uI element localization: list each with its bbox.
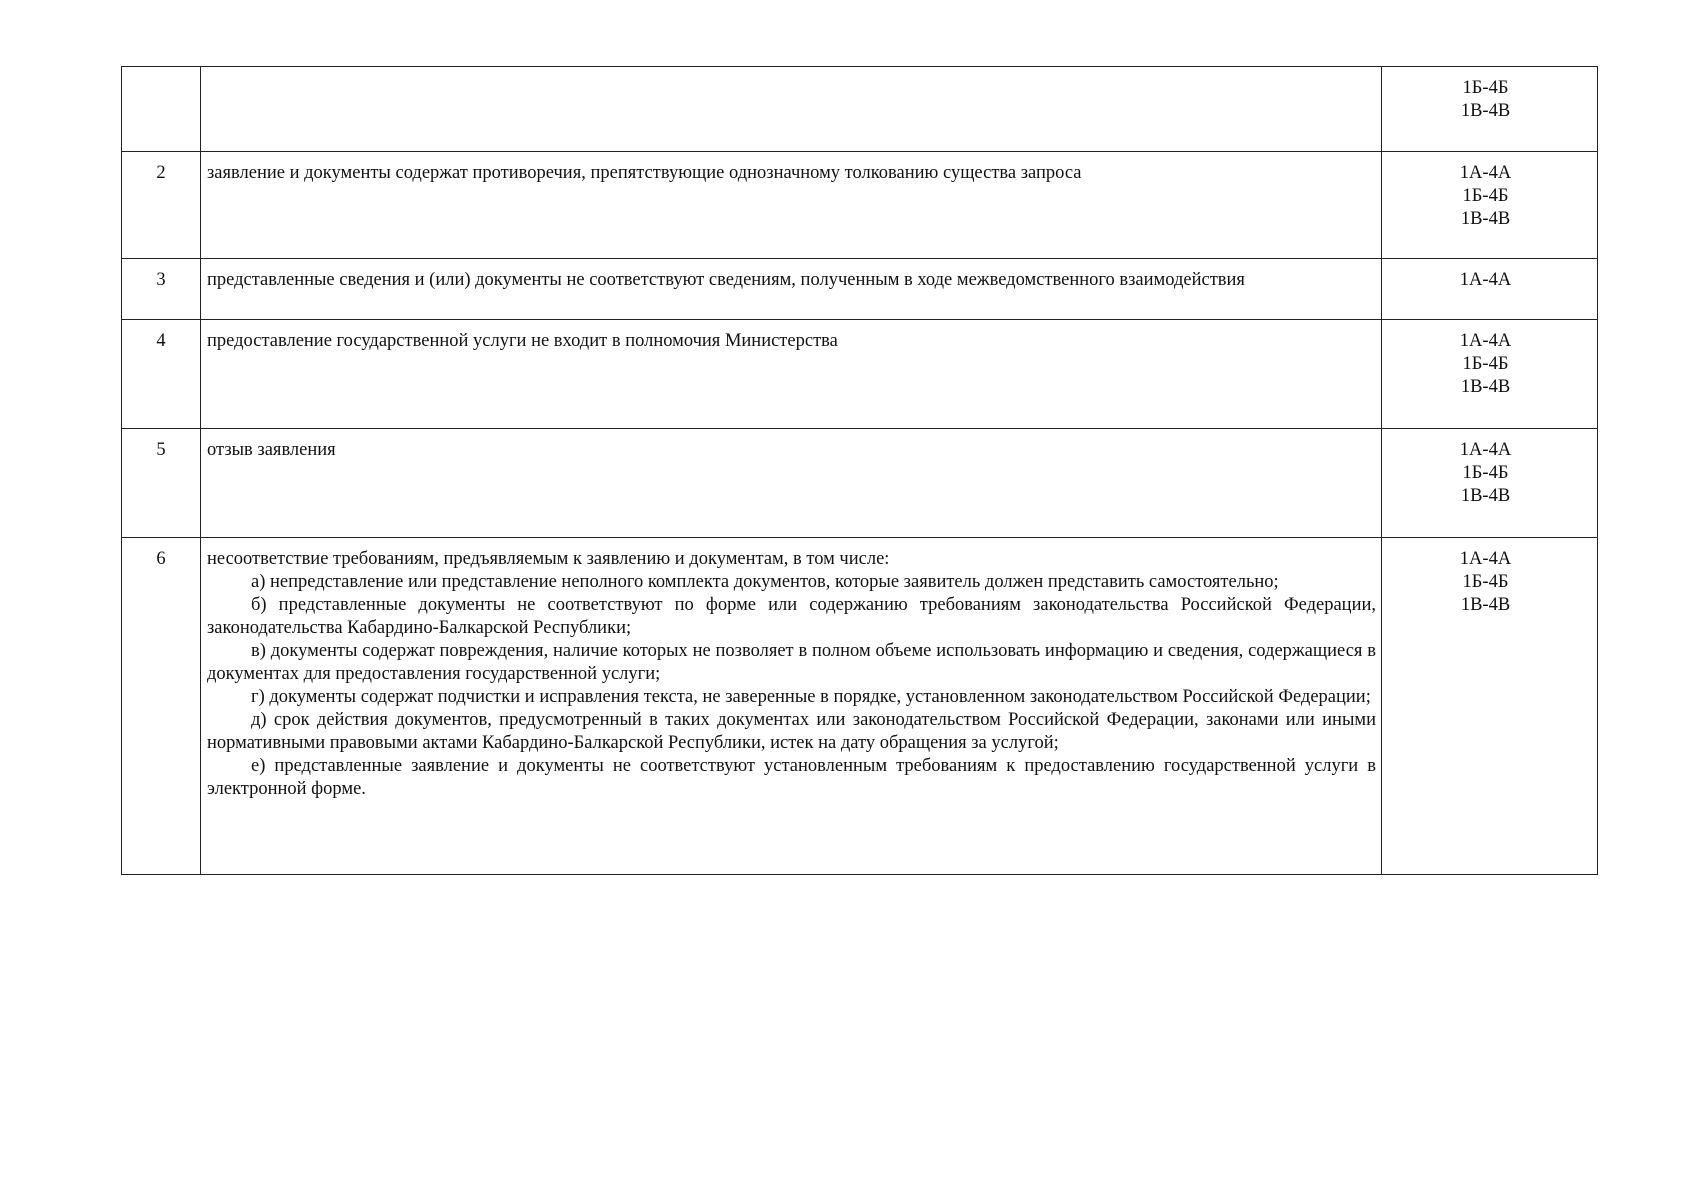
code: 1Б-4Б [1462,572,1509,592]
code: 1Б-4Б [1462,463,1509,483]
grounds-table [121,66,1598,875]
table-row [122,152,1598,259]
code: 1А-4А [1459,331,1512,351]
code: 1А-4А [1459,270,1512,290]
sub-item-v: в) документы содержат повреждения, наличие которых не позволяет в полном объеме использовать информацию и сведения, содержащиеся в документах для предоставления государственной услуги; [207,641,1376,684]
sub-item-b: б) представленные документы не соответствуют по форме или содержанию требованиям законодательства Российской Федерации, законодательства Кабардино-Балкарской Республики; [207,595,1376,638]
code: 1Б-4Б [1462,186,1509,206]
row-codes [1382,67,1598,152]
table-row [122,67,1598,152]
code: 1В-4В [1460,595,1511,615]
row-codes [1382,320,1598,429]
sub-item-g: г) документы содержат подчистки и исправления текста, не заверенные в порядке, установленном законодательством Российской Федерации; [251,687,1371,707]
table-row [122,320,1598,429]
code: 1А-4А [1459,440,1512,460]
row-codes [1382,259,1598,320]
code: 1Б-4Б [1462,354,1509,374]
row-number: 3 [122,259,201,320]
code: 1Б-4Б [1462,78,1509,98]
row-text: отзыв заявления [201,429,1382,538]
code: 1В-4В [1460,486,1511,506]
code: 1А-4А [1459,163,1512,183]
table-row [122,538,1598,875]
row-text: предоставление государственной услуги не входит в полномочия Министерства [201,320,1382,429]
code: 1А-4А [1459,549,1512,569]
row-number [122,67,201,152]
code: 1В-4В [1460,209,1511,229]
row-codes [1382,538,1598,875]
row-text: заявление и документы содержат противоречия, препятствующие однозначному толкованию существа запроса [201,152,1382,259]
sub-item-e: е) представленные заявление и документы не соответствуют установленным требованиям к предоставлению государственной услуги в электронной форме. [207,756,1376,799]
table-row [122,259,1598,320]
code: 1В-4В [1460,377,1511,397]
row-text [201,538,1382,875]
row-number: 2 [122,152,201,259]
row-text: представленные сведения и (или) документы не соответствуют сведениям, полученным в ходе межведомственного взаимодействия [201,259,1382,320]
row-number: 6 [122,538,201,875]
table-row [122,429,1598,538]
sub-item-d: д) срок действия документов, предусмотренный в таких документах или законодательством Российской Федерации, законами или иными нормативными правовыми актами Кабардино-Балкарской Республики, истек на дату обращения за услугой; [207,710,1376,753]
row-text [201,67,1382,152]
row-number: 5 [122,429,201,538]
sub-item-a: а) непредставление или представление неполного комплекта документов, которые заявитель должен представить самостоятельно; [251,572,1279,592]
row-codes [1382,429,1598,538]
row-codes [1382,152,1598,259]
code: 1В-4В [1460,101,1511,121]
row-intro: несоответствие требованиям, предъявляемым к заявлению и документам, в том числе: [207,549,890,569]
row-number: 4 [122,320,201,429]
